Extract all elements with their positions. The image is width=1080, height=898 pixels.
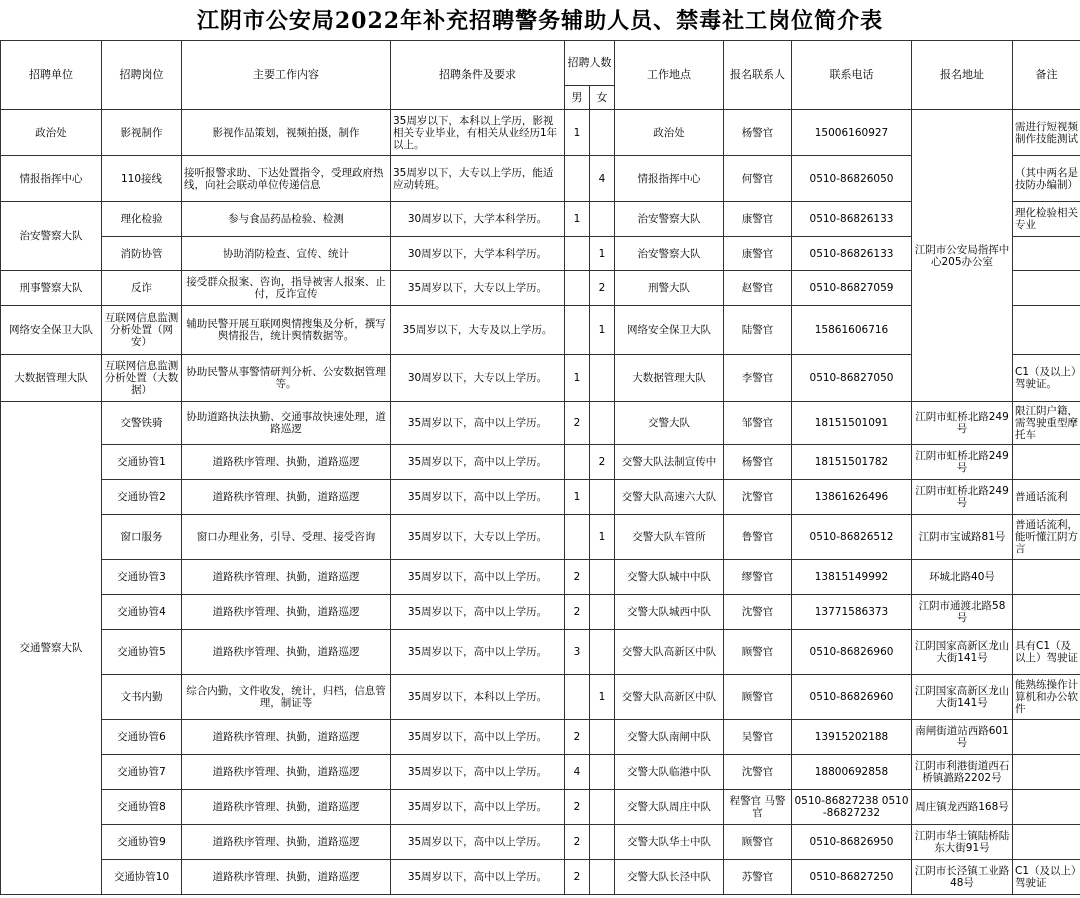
contact-cell: 杨警官	[724, 110, 792, 156]
table-row	[1, 445, 1080, 480]
phone-cell: 0510-86826950	[792, 825, 912, 860]
contact-cell: 康警官	[724, 237, 792, 271]
phone-cell: 18800692858	[792, 755, 912, 790]
male-count-cell: 2	[565, 790, 590, 825]
post-cell: 交通协管10	[102, 860, 182, 895]
male-count-cell: 4	[565, 755, 590, 790]
table-row	[1, 480, 1080, 515]
contact-cell: 鲁警官	[724, 515, 792, 560]
requirements-cell: 35周岁以下，高中以上学历。	[391, 402, 565, 445]
post-cell: 窗口服务	[102, 515, 182, 560]
female-count-cell: 2	[590, 445, 615, 480]
header-location: 工作地点	[615, 41, 724, 110]
male-count-cell: 1	[565, 355, 590, 402]
remarks-cell	[1013, 720, 1080, 755]
address-cell: 江阴市虹桥北路249号	[912, 480, 1013, 515]
contact-cell: 赵警官	[724, 271, 792, 306]
location-cell: 交警大队法制宣传中	[615, 445, 724, 480]
female-count-cell: 1	[590, 237, 615, 271]
phone-cell: 0510-86826050	[792, 156, 912, 202]
location-cell: 政治处	[615, 110, 724, 156]
phone-cell: 0510-86826960	[792, 630, 912, 675]
remarks-cell	[1013, 237, 1080, 271]
female-count-cell	[590, 630, 615, 675]
content-cell: 协助消防检查、宣传、统计	[182, 237, 391, 271]
content-cell: 道路秩序管理、执勤，道路巡逻	[182, 755, 391, 790]
location-cell: 交警大队周庄中队	[615, 790, 724, 825]
location-cell: 交警大队高速六大队	[615, 480, 724, 515]
remarks-cell: C1（及以上）驾驶证	[1013, 860, 1080, 895]
location-cell: 交警大队车管所	[615, 515, 724, 560]
unit-cell: 大数据管理大队	[1, 355, 102, 402]
phone-cell: 15861606716	[792, 306, 912, 355]
requirements-cell: 35周岁以下，本科以上学历，影视相关专业毕业，有相关从业经历1年以上。	[391, 110, 565, 156]
female-count-cell	[590, 825, 615, 860]
male-count-cell: 2	[565, 595, 590, 630]
female-count-cell: 4	[590, 156, 615, 202]
table-row	[1, 860, 1080, 895]
table-row	[1, 720, 1080, 755]
male-count-cell: 3	[565, 630, 590, 675]
female-count-cell	[590, 860, 615, 895]
male-count-cell: 1	[565, 480, 590, 515]
phone-cell: 13861626496	[792, 480, 912, 515]
address-cell: 江阴市长泾镇工业路48号	[912, 860, 1013, 895]
phone-cell: 13815149992	[792, 560, 912, 595]
post-cell: 反诈	[102, 271, 182, 306]
unit-cell: 情报指挥中心	[1, 156, 102, 202]
male-count-cell: 2	[565, 720, 590, 755]
address-cell: 江阴市宝诚路81号	[912, 515, 1013, 560]
female-count-cell	[590, 402, 615, 445]
phone-cell: 0510-86826133	[792, 237, 912, 271]
remarks-cell: 需进行短视频制作技能测试	[1013, 110, 1080, 156]
requirements-cell: 30周岁以下，大学本科学历。	[391, 237, 565, 271]
unit-cell: 政治处	[1, 110, 102, 156]
contact-cell: 沈警官	[724, 595, 792, 630]
post-cell: 影视制作	[102, 110, 182, 156]
remarks-cell: 具有C1（及以上）驾驶证	[1013, 630, 1080, 675]
phone-cell: 15006160927	[792, 110, 912, 156]
post-cell: 交通协管2	[102, 480, 182, 515]
phone-cell: 18151501782	[792, 445, 912, 480]
post-cell: 交通协管9	[102, 825, 182, 860]
requirements-cell: 35周岁以下，高中以上学历。	[391, 720, 565, 755]
contact-cell: 何警官	[724, 156, 792, 202]
remarks-cell	[1013, 445, 1080, 480]
contact-cell: 顾警官	[724, 630, 792, 675]
contact-cell: 陆警官	[724, 306, 792, 355]
requirements-cell: 35周岁以下，高中以上学历。	[391, 480, 565, 515]
location-cell: 网络安全保卫大队	[615, 306, 724, 355]
requirements-cell: 35周岁以下，高中以上学历。	[391, 755, 565, 790]
remarks-cell	[1013, 271, 1080, 306]
header-unit: 招聘单位	[1, 41, 102, 110]
shared-address-cell: 江阴市公安局指挥中心205办公室	[912, 110, 1013, 402]
requirements-cell: 35周岁以下，高中以上学历。	[391, 595, 565, 630]
content-cell: 道路秩序管理、执勤，道路巡逻	[182, 480, 391, 515]
contact-cell: 吴警官	[724, 720, 792, 755]
address-cell: 江阴市通渡北路58号	[912, 595, 1013, 630]
content-cell: 道路秩序管理、执勤，道路巡逻	[182, 720, 391, 755]
remarks-cell	[1013, 560, 1080, 595]
content-cell: 影视作品策划，视频拍摄，制作	[182, 110, 391, 156]
requirements-cell: 35周岁以下，高中以上学历。	[391, 790, 565, 825]
contact-cell: 缪警官	[724, 560, 792, 595]
female-count-cell	[590, 355, 615, 402]
post-cell: 交警铁骑	[102, 402, 182, 445]
header-male: 男	[565, 86, 590, 110]
remarks-cell	[1013, 595, 1080, 630]
phone-cell: 0510-86827059	[792, 271, 912, 306]
post-cell: 文书内勤	[102, 675, 182, 720]
male-count-cell: 1	[565, 110, 590, 156]
post-cell: 交通协管5	[102, 630, 182, 675]
content-cell: 道路秩序管理、执勤，道路巡逻	[182, 630, 391, 675]
unit-cell: 交通警察大队	[1, 402, 102, 895]
post-cell: 交通协管6	[102, 720, 182, 755]
address-cell: 周庄镇龙西路168号	[912, 790, 1013, 825]
header-female: 女	[590, 86, 615, 110]
address-cell: 南闸街道站西路601号	[912, 720, 1013, 755]
header-remarks: 备注	[1013, 41, 1080, 110]
remarks-cell: 普通话流利，能听懂江阴方言	[1013, 515, 1080, 560]
contact-cell: 李警官	[724, 355, 792, 402]
page-title: 江阴市公安局2022年补充招聘警务辅助人员、禁毒社工岗位简介表	[196, 8, 884, 34]
male-count-cell: 2	[565, 402, 590, 445]
unit-cell: 刑事警察大队	[1, 271, 102, 306]
requirements-cell: 30周岁以下，大学本科学历。	[391, 202, 565, 237]
remarks-cell	[1013, 825, 1080, 860]
phone-cell: 0510-86827238 0510-86827232	[792, 790, 912, 825]
phone-cell: 0510-86827050	[792, 355, 912, 402]
female-count-cell: 1	[590, 306, 615, 355]
phone-cell: 18151501091	[792, 402, 912, 445]
requirements-cell: 35周岁以下，高中以上学历。	[391, 445, 565, 480]
phone-cell: 0510-86826133	[792, 202, 912, 237]
header-content: 主要工作内容	[182, 41, 391, 110]
header-count: 招聘人数	[565, 41, 615, 86]
address-cell: 江阴市虹桥北路249号	[912, 445, 1013, 480]
contact-cell: 苏警官	[724, 860, 792, 895]
content-cell: 道路秩序管理、执勤，道路巡逻	[182, 560, 391, 595]
location-cell: 交警大队长泾中队	[615, 860, 724, 895]
requirements-cell: 35周岁以下，大专及以上学历。	[391, 306, 565, 355]
male-count-cell: 2	[565, 825, 590, 860]
female-count-cell	[590, 595, 615, 630]
location-cell: 交警大队临港中队	[615, 755, 724, 790]
remarks-cell	[1013, 790, 1080, 825]
female-count-cell	[590, 202, 615, 237]
location-cell: 治安警察大队	[615, 237, 724, 271]
male-count-cell: 2	[565, 860, 590, 895]
table-row	[1, 560, 1080, 595]
remarks-cell	[1013, 755, 1080, 790]
phone-cell: 13915202188	[792, 720, 912, 755]
phone-cell: 13771586373	[792, 595, 912, 630]
location-cell: 交警大队	[615, 402, 724, 445]
contact-cell: 康警官	[724, 202, 792, 237]
location-cell: 大数据管理大队	[615, 355, 724, 402]
address-cell: 江阴国家高新区龙山大街141号	[912, 630, 1013, 675]
post-cell: 交通协管7	[102, 755, 182, 790]
table-row	[1, 630, 1080, 675]
content-cell: 道路秩序管理、执勤，道路巡逻	[182, 595, 391, 630]
remarks-cell	[1013, 306, 1080, 355]
table-row	[1, 402, 1080, 445]
location-cell: 交警大队城中中队	[615, 560, 724, 595]
post-cell: 交通协管1	[102, 445, 182, 480]
recruitment-table	[0, 40, 1080, 895]
post-cell: 理化检验	[102, 202, 182, 237]
table-row	[1, 595, 1080, 630]
unit-cell: 治安警察大队	[1, 202, 102, 271]
requirements-cell: 30周岁以下，大专以上学历。	[391, 355, 565, 402]
contact-cell: 沈警官	[724, 480, 792, 515]
female-count-cell: 1	[590, 675, 615, 720]
table-row	[1, 755, 1080, 790]
location-cell: 交警大队华士中队	[615, 825, 724, 860]
address-cell: 江阴国家高新区龙山大街141号	[912, 675, 1013, 720]
requirements-cell: 35周岁以下，大专以上学历。	[391, 271, 565, 306]
remarks-cell: （其中两名是技防办编制）	[1013, 156, 1080, 202]
header-requirements: 招聘条件及要求	[391, 41, 565, 110]
female-count-cell	[590, 790, 615, 825]
post-cell: 消防协管	[102, 237, 182, 271]
remarks-cell: 普通话流利	[1013, 480, 1080, 515]
content-cell: 道路秩序管理、执勤，道路巡逻	[182, 445, 391, 480]
location-cell: 刑警大队	[615, 271, 724, 306]
female-count-cell	[590, 720, 615, 755]
location-cell: 治安警察大队	[615, 202, 724, 237]
requirements-cell: 35周岁以下，大专以上学历。	[391, 515, 565, 560]
content-cell: 接听报警求助、下达处置指令，受理政府热线，向社会联动单位传递信息	[182, 156, 391, 202]
male-count-cell	[565, 445, 590, 480]
requirements-cell: 35周岁以下，高中以上学历。	[391, 825, 565, 860]
content-cell: 协助民警从事警情研判分析、公安数据管理等。	[182, 355, 391, 402]
contact-cell: 邹警官	[724, 402, 792, 445]
location-cell: 交警大队南闸中队	[615, 720, 724, 755]
post-cell: 互联网信息监测分析处置（大数据）	[102, 355, 182, 402]
content-cell: 综合内勤，文件收发，统计，归档，信息管理，制证等	[182, 675, 391, 720]
phone-cell: 0510-86826960	[792, 675, 912, 720]
female-count-cell	[590, 110, 615, 156]
female-count-cell: 1	[590, 515, 615, 560]
table-row	[1, 110, 1080, 156]
location-cell: 情报指挥中心	[615, 156, 724, 202]
requirements-cell: 35周岁以下，高中以上学历。	[391, 630, 565, 675]
phone-cell: 0510-86827250	[792, 860, 912, 895]
requirements-cell: 35周岁以下，大专以上学历，能适应动转班。	[391, 156, 565, 202]
male-count-cell: 2	[565, 560, 590, 595]
male-count-cell	[565, 237, 590, 271]
remarks-cell: 能熟练操作计算机和办公软件	[1013, 675, 1080, 720]
requirements-cell: 35周岁以下，本科以上学历。	[391, 675, 565, 720]
address-cell: 江阴市虹桥北路249号	[912, 402, 1013, 445]
address-cell: 江阴市利港街道西石桥镇潞路2202号	[912, 755, 1013, 790]
remarks-cell: 限江阴户籍，需驾驶重型摩托车	[1013, 402, 1080, 445]
male-count-cell	[565, 515, 590, 560]
table-row	[1, 515, 1080, 560]
male-count-cell	[565, 675, 590, 720]
content-cell: 协助道路执法执勤、交通事故快速处理，道路巡逻	[182, 402, 391, 445]
table-row	[1, 790, 1080, 825]
content-cell: 接受群众报案、咨询，指导被害人报案、止付，反诈宣传	[182, 271, 391, 306]
post-cell: 交通协管8	[102, 790, 182, 825]
post-cell: 交通协管3	[102, 560, 182, 595]
female-count-cell	[590, 480, 615, 515]
content-cell: 道路秩序管理、执勤，道路巡逻	[182, 860, 391, 895]
contact-cell: 顾警官	[724, 825, 792, 860]
requirements-cell: 35周岁以下，高中以上学历。	[391, 860, 565, 895]
female-count-cell: 2	[590, 271, 615, 306]
contact-cell: 沈警官	[724, 755, 792, 790]
content-cell: 辅助民警开展互联网舆情搜集及分析，撰写舆情报告，统计舆情数据等。	[182, 306, 391, 355]
location-cell: 交警大队高新区中队	[615, 630, 724, 675]
address-cell: 江阴市华士镇陆桥陆东大街91号	[912, 825, 1013, 860]
content-cell: 窗口办理业务，引导、受理、接受咨询	[182, 515, 391, 560]
content-cell: 道路秩序管理、执勤，道路巡逻	[182, 825, 391, 860]
unit-cell: 网络安全保卫大队	[1, 306, 102, 355]
location-cell: 交警大队城西中队	[615, 595, 724, 630]
female-count-cell	[590, 560, 615, 595]
header-address: 报名地址	[912, 41, 1013, 110]
location-cell: 交警大队高新区中队	[615, 675, 724, 720]
phone-cell: 0510-86826512	[792, 515, 912, 560]
address-cell: 环城北路40号	[912, 560, 1013, 595]
male-count-cell: 1	[565, 202, 590, 237]
male-count-cell	[565, 156, 590, 202]
contact-cell: 顾警官	[724, 675, 792, 720]
content-cell: 参与食品药品检验、检测	[182, 202, 391, 237]
remarks-cell: 理化检验相关专业	[1013, 202, 1080, 237]
contact-cell: 程警官 马警官	[724, 790, 792, 825]
contact-cell: 杨警官	[724, 445, 792, 480]
male-count-cell	[565, 306, 590, 355]
table-row	[1, 675, 1080, 720]
header-contact: 报名联系人	[724, 41, 792, 110]
table-row	[1, 825, 1080, 860]
header-post: 招聘岗位	[102, 41, 182, 110]
female-count-cell	[590, 755, 615, 790]
requirements-cell: 35周岁以下，高中以上学历。	[391, 560, 565, 595]
post-cell: 110接线	[102, 156, 182, 202]
remarks-cell: C1（及以上）驾驶证。	[1013, 355, 1080, 402]
male-count-cell	[565, 271, 590, 306]
header-phone: 联系电话	[792, 41, 912, 110]
post-cell: 交通协管4	[102, 595, 182, 630]
post-cell: 互联网信息监测分析处置（网安）	[102, 306, 182, 355]
content-cell: 道路秩序管理、执勤，道路巡逻	[182, 790, 391, 825]
